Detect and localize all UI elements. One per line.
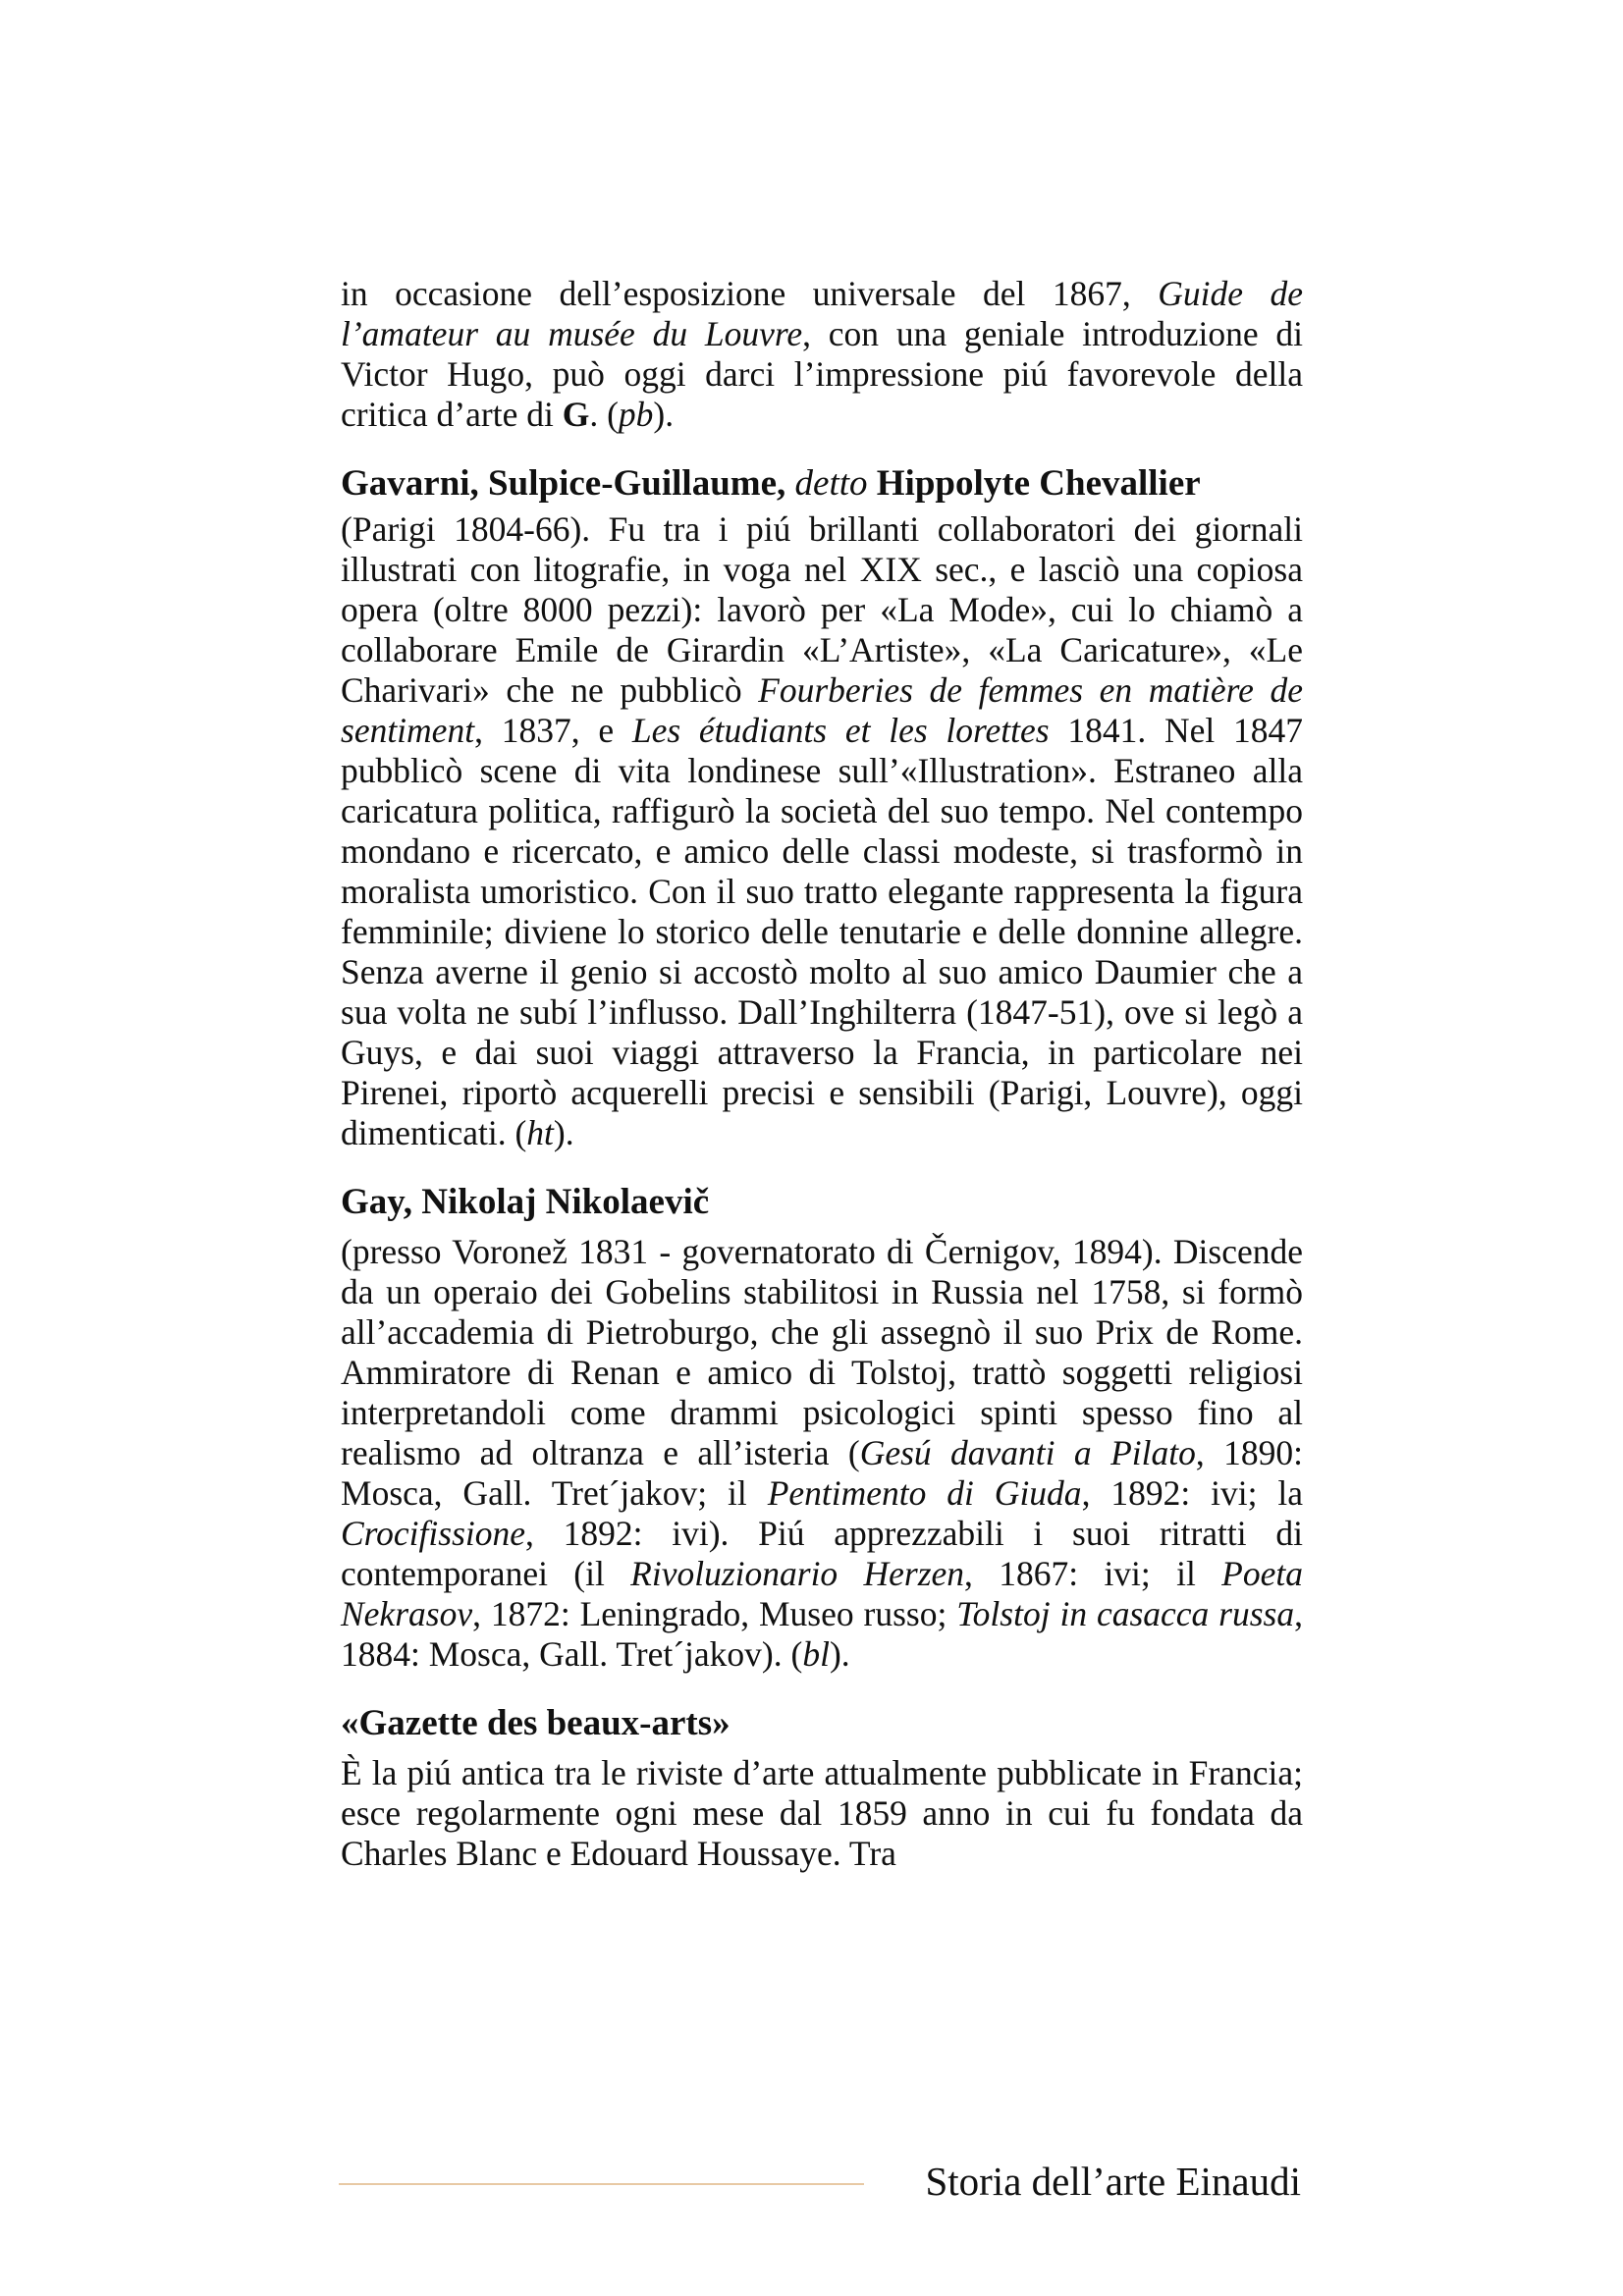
bold-abbrev: G <box>562 395 590 434</box>
text-run: ). <box>829 1634 850 1674</box>
italic-title: Tolstoj in casacca russa <box>956 1594 1295 1633</box>
author-initials: pb <box>618 395 654 434</box>
text-run: 1841. Nel 1847 pubblicò scene di vita londinese sull’«Illustration». Estraneo alla caricatura politica, raffigurò la società del suo tempo. Nel contempo mondano e ricercato, e amico delle classi modeste, si trasformò in moralista umoristico. Con il suo tratto elegante rappresenta la figura femminile; diviene lo storico delle tenutarie e delle donnine allegre. Senza averne il genio si accostò molto al suo amico Daumier che a sua volta ne subí l’influsso. Dall’Inghilterra (1847-51), ove si legò a Guys, e dai suoi viaggi attraverso la Francia, in particolare nei Pirenei, riportò acquerelli precisi e sensibili (Parigi, Louvre), oggi dimenticati. ( <box>341 711 1303 1152</box>
entry-title-gazette: «Gazette des beaux-arts» <box>341 1703 730 1743</box>
text-run: , 1867: ivi; il <box>964 1554 1222 1593</box>
italic-title: Pentimento di Giuda <box>767 1473 1082 1513</box>
page-body <box>341 274 1303 1874</box>
text-run: , 1837, e <box>474 711 632 750</box>
text-run: ). <box>653 395 675 434</box>
text-run: (presso Voronež 1831 - governatorato di Černigov, 1894). Discende da un operaio dei Gobelins stabilitosi in Russia nel 1758, si formò all’accademia di Pietroburgo, che gli assegnò il suo Prix de Rome. Ammiratore di Renan e amico di Tolstoj, trattò soggetti religiosi interpretandoli come drammi psicologici spinti spesso fino al realismo ad oltranza e all’isteria ( <box>341 1232 1303 1472</box>
italic-title: Guide de l’amateur au musée du Louvre <box>341 274 1303 353</box>
title-run: Hippolyte Chevallier <box>867 463 1201 504</box>
entry-title-gay: Gay, Nikolaj Nikolaevič <box>341 1182 710 1222</box>
text-run: , con una geniale introduzione di Victor Hugo, può oggi darci l’impressione piú favorevole della critica d’arte di <box>341 314 1304 434</box>
text-run: , 1884: Mosca, Gall. Tret´jakov). ( <box>341 1594 1303 1674</box>
entry-body-gay <box>341 1232 1303 1675</box>
entry-body-gazette: È la piú antica tra le riviste d’arte attualmente pubblicate in Francia; esce regolarmente ogni mese dal 1859 anno in cui fu fondata da Charles Blanc e Edouard Houssaye. Tra <box>341 1753 1303 1873</box>
text-run: , 1892: ivi; la <box>1081 1473 1303 1513</box>
italic-title: Fourberies de femmes en matière de sentiment <box>341 670 1303 750</box>
title-run: Gavarni, Sulpice-Guillaume, <box>341 463 795 504</box>
text-run: (Parigi 1804-66). Fu tra i piú brillanti collaboratori dei giornali illustrati con litografie, in voga nel XIX sec., e lasciò una copiosa opera (oltre 8000 pezzi): lavorò per «La Mode», cui lo chiamò a collaborare Emile de Girardin «L’Artiste», «La Caricature», «Le Charivari» che ne pubblicò <box>341 509 1303 710</box>
intro-paragraph <box>341 274 1303 435</box>
italic-title: Crocifissione <box>341 1514 526 1553</box>
title-italic: detto <box>794 463 868 504</box>
text-run: in occasione dell’esposizione universale del 1867, <box>341 274 1159 313</box>
text-run: , 1890: Mosca, Gall. Tret´jakov; il <box>341 1433 1303 1513</box>
text-run: , 1872: Leningrado, Museo russo; <box>472 1594 957 1633</box>
entry-title-gavarni <box>341 465 1303 502</box>
entry-body-gavarni <box>341 509 1303 1153</box>
text-run: , 1892: ivi). Piú apprezzabili i suoi ritratti di contemporanei (il <box>341 1514 1303 1593</box>
text-run: ). <box>553 1113 574 1152</box>
footer-rule <box>339 2183 864 2185</box>
italic-title: Rivoluzionario Herzen <box>630 1554 965 1593</box>
italic-title: Les étudiants et les lorettes <box>631 711 1050 750</box>
italic-title: Gesú davanti a Pilato <box>859 1433 1196 1472</box>
text-run: . ( <box>589 395 619 434</box>
italic-title: Poeta Nekrasov <box>341 1554 1303 1633</box>
author-initials: bl <box>802 1634 830 1674</box>
author-initials: ht <box>526 1113 554 1152</box>
footer-label: Storia dell’arte Einaudi <box>925 2159 1301 2204</box>
